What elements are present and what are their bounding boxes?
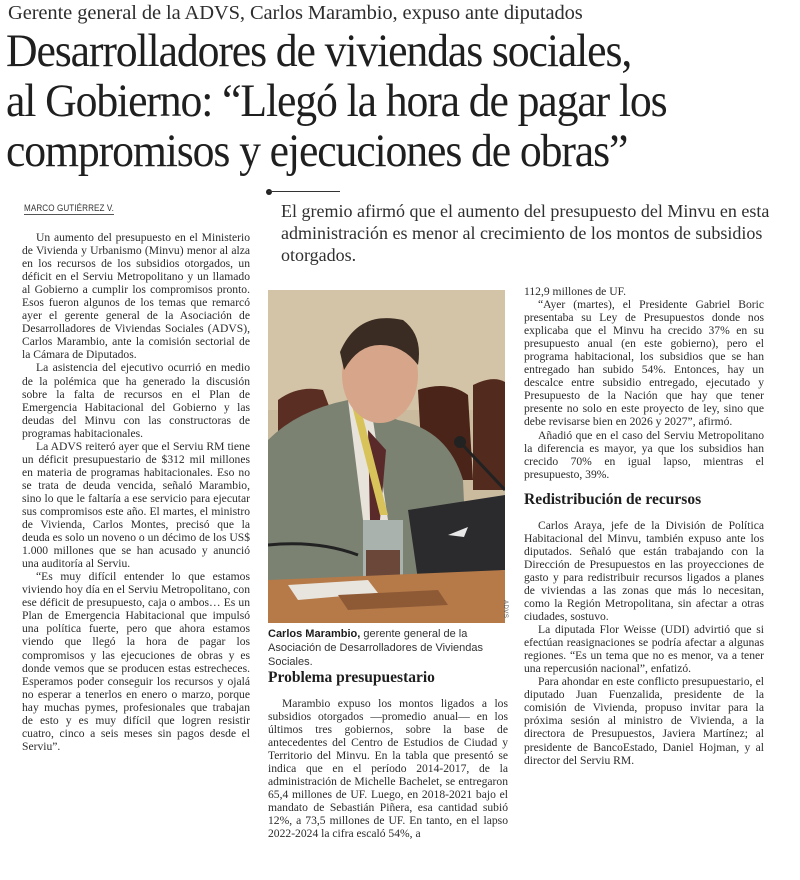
paragraph: Un aumento del presupuesto en el Ministerio de Vivienda y Urbanismo (Minvu) menor al alza en los recursos de los subsidios otorgados, un déficit en el Serviu Metropolitano y un llamado al Gobierno a cumplir los compromisos pronto. Esos fueron algunos de los temas que remarcó ayer el gerente general de la Asociación de Desarrolladores de Viviendas Sociales (ADVS), Carlos Marambio, ante la comisión sectorial de la Cámara de Diputados.: [22, 231, 250, 362]
photo-illustration: [268, 290, 505, 623]
paragraph-continuation: 112,9 millones de UF.: [524, 285, 627, 298]
deck-rule: [268, 191, 340, 192]
headline: [6, 26, 741, 176]
deck: El gremio afirmó que el aumento del presupuesto del Minvu en esta administración es menor al crecimiento de los montos de subsidios otorgados.: [281, 201, 770, 265]
paragraph: Carlos Araya, jefe de la División de Política Habitacional del Minvu, también expuso ante los diputados. Señaló que están trabajando con la Dirección de Presupuestos en las proyecciones de gasto y para redistribuir recursos ligados a planes de viviendas a las zonas que más lo necesitan, como la Región Metropolitana, sin afectar a otras ciudades, sostuvo.: [524, 518, 764, 624]
kicker: Gerente general de la ADVS, Carlos Marambio, expuso ante diputados: [8, 2, 583, 24]
paragraph: Para ahondar en este conflicto presupuestario, el diputado Juan Fuenzalida, presidente de la comisión de Vivienda, propuso invitar para la próxima sesión al ministro de Vivienda, a la directora de Presupuestos, Javiera Martínez; al presidente de BancoEstado, Daniel Hojman, y al director del Serviu RM.: [524, 675, 764, 767]
headline-line: al Gobierno: “Llegó la hora de pagar los: [6, 75, 667, 127]
paragraph: Marambio expuso los montos ligados a los subsidios otorgados —promedio anual— en los últimos tres gobiernos, sobre la base de antecedentes del Centro de Estudios de Ciudad y Territorio del Minvu. En la tabla que presentó se indica que en el período 2014-2017, de la administración de Michelle Bachelet, se entregaron 65,4 millones de UF. Luego, en 2018-2021 bajo el mandato de Sebastián Piñera, esa cantidad subió 12%, a 73,5 millones de UF. En tanto, en el lapso 2022-2024 la cifra escaló 54%, a: [268, 697, 508, 841]
headline-line: compromisos y ejecuciones de obras”: [6, 125, 628, 177]
paragraph: La asistencia del ejecutivo ocurrió en medio de la polémica que ha generado la discusión sobre la falta de recursos en el Plan de Emergencia Habitacional del Gobierno y las deudas del Minvu con las constructoras de programas habitacionales.: [22, 361, 250, 440]
article-column-1: [22, 231, 250, 753]
photo-portrait: [268, 290, 505, 623]
byline: MARCO GUTIÉRREZ V.: [24, 203, 114, 213]
headline-line: Desarrolladores de viviendas sociales,: [6, 25, 632, 77]
caption-name: Carlos Marambio,: [268, 628, 361, 640]
subhead-redistribucion: Redistribución de recursos: [524, 490, 702, 508]
deck-bullet-icon: [266, 189, 272, 195]
caption-text: gerente general de la Asociación de Desarrolladores de Viviendas Sociales.: [268, 628, 484, 668]
paragraph: La diputada Flor Weisse (UDI) advirtió que si efectúan reasignaciones se podría afectar a algunas regiones. “Es un tema que no es menor, va a tener una repercusión nacional”, enfatizó.: [524, 623, 764, 676]
paragraph: Añadió que en el caso del Serviu Metropolitano la diferencia es mayor, ya que los subsidios han crecido 70% en igual lapso, mientras el presupuesto, 39%.: [524, 428, 764, 481]
article-column-3: [524, 285, 764, 767]
subhead-problema-presupuestario: Problema presupuestario: [268, 669, 435, 686]
photo-credit: ADVS: [502, 600, 508, 619]
paragraph: “Es muy difícil entender lo que estamos viviendo hoy día en el Serviu Metropolitano, con ese déficit de presupuesto, caja o ambos… Es un Plan de Emergencia Habitacional que impulsó una política fuerte, pero que ahora estamos viendo que llegó la hora de pagar los compromisos y las ejecuciones de obras y es donde vemos que se producen estas estrecheces. Esperamos poder conseguir los recursos y ojalá no esperar a tenerlos en enero o marzo, porque hay muchas pymes, profesionales que trabajan de esto y es muy difícil que logren resistir cuatro, cinco a seis meses sin pagos desde el Serviu”.: [22, 570, 250, 753]
paragraph: “Ayer (martes), el Presidente Gabriel Boric presentaba su Ley de Presupuestos donde nos explicaba que el Minvu ha crecido 37% en su presupuesto anual (en este gobierno), pero el programa habitacional, los subsidios que se han entregado han subido 54%. Entonces, hay un descalce entre subsidio entregado, ejecutado y Presupuesto de la Nación que hay que tener presente no solo en este proyecto de ley, sino que debe revisarse bien en 2026 y 2027”, afirmó.: [524, 298, 764, 429]
article-column-2: [268, 697, 508, 841]
paragraph: La ADVS reiteró ayer que el Serviu RM tiene un déficit presupuestario de $312 mil millones en materia de programas habitacionales. Eso no se trata de deuda vencida, señaló Marambio, sino lo que le faltaría a ese servicio para ejecutar sus compromisos este año. El martes, el ministro de Vivienda, Carlos Montes, precisó que la deuda es solo un noveno o un décimo de los US$ 1.000 millones que se han acusado y anunció una auditoría al Serviu.: [22, 439, 250, 571]
photo-caption: [268, 627, 513, 669]
